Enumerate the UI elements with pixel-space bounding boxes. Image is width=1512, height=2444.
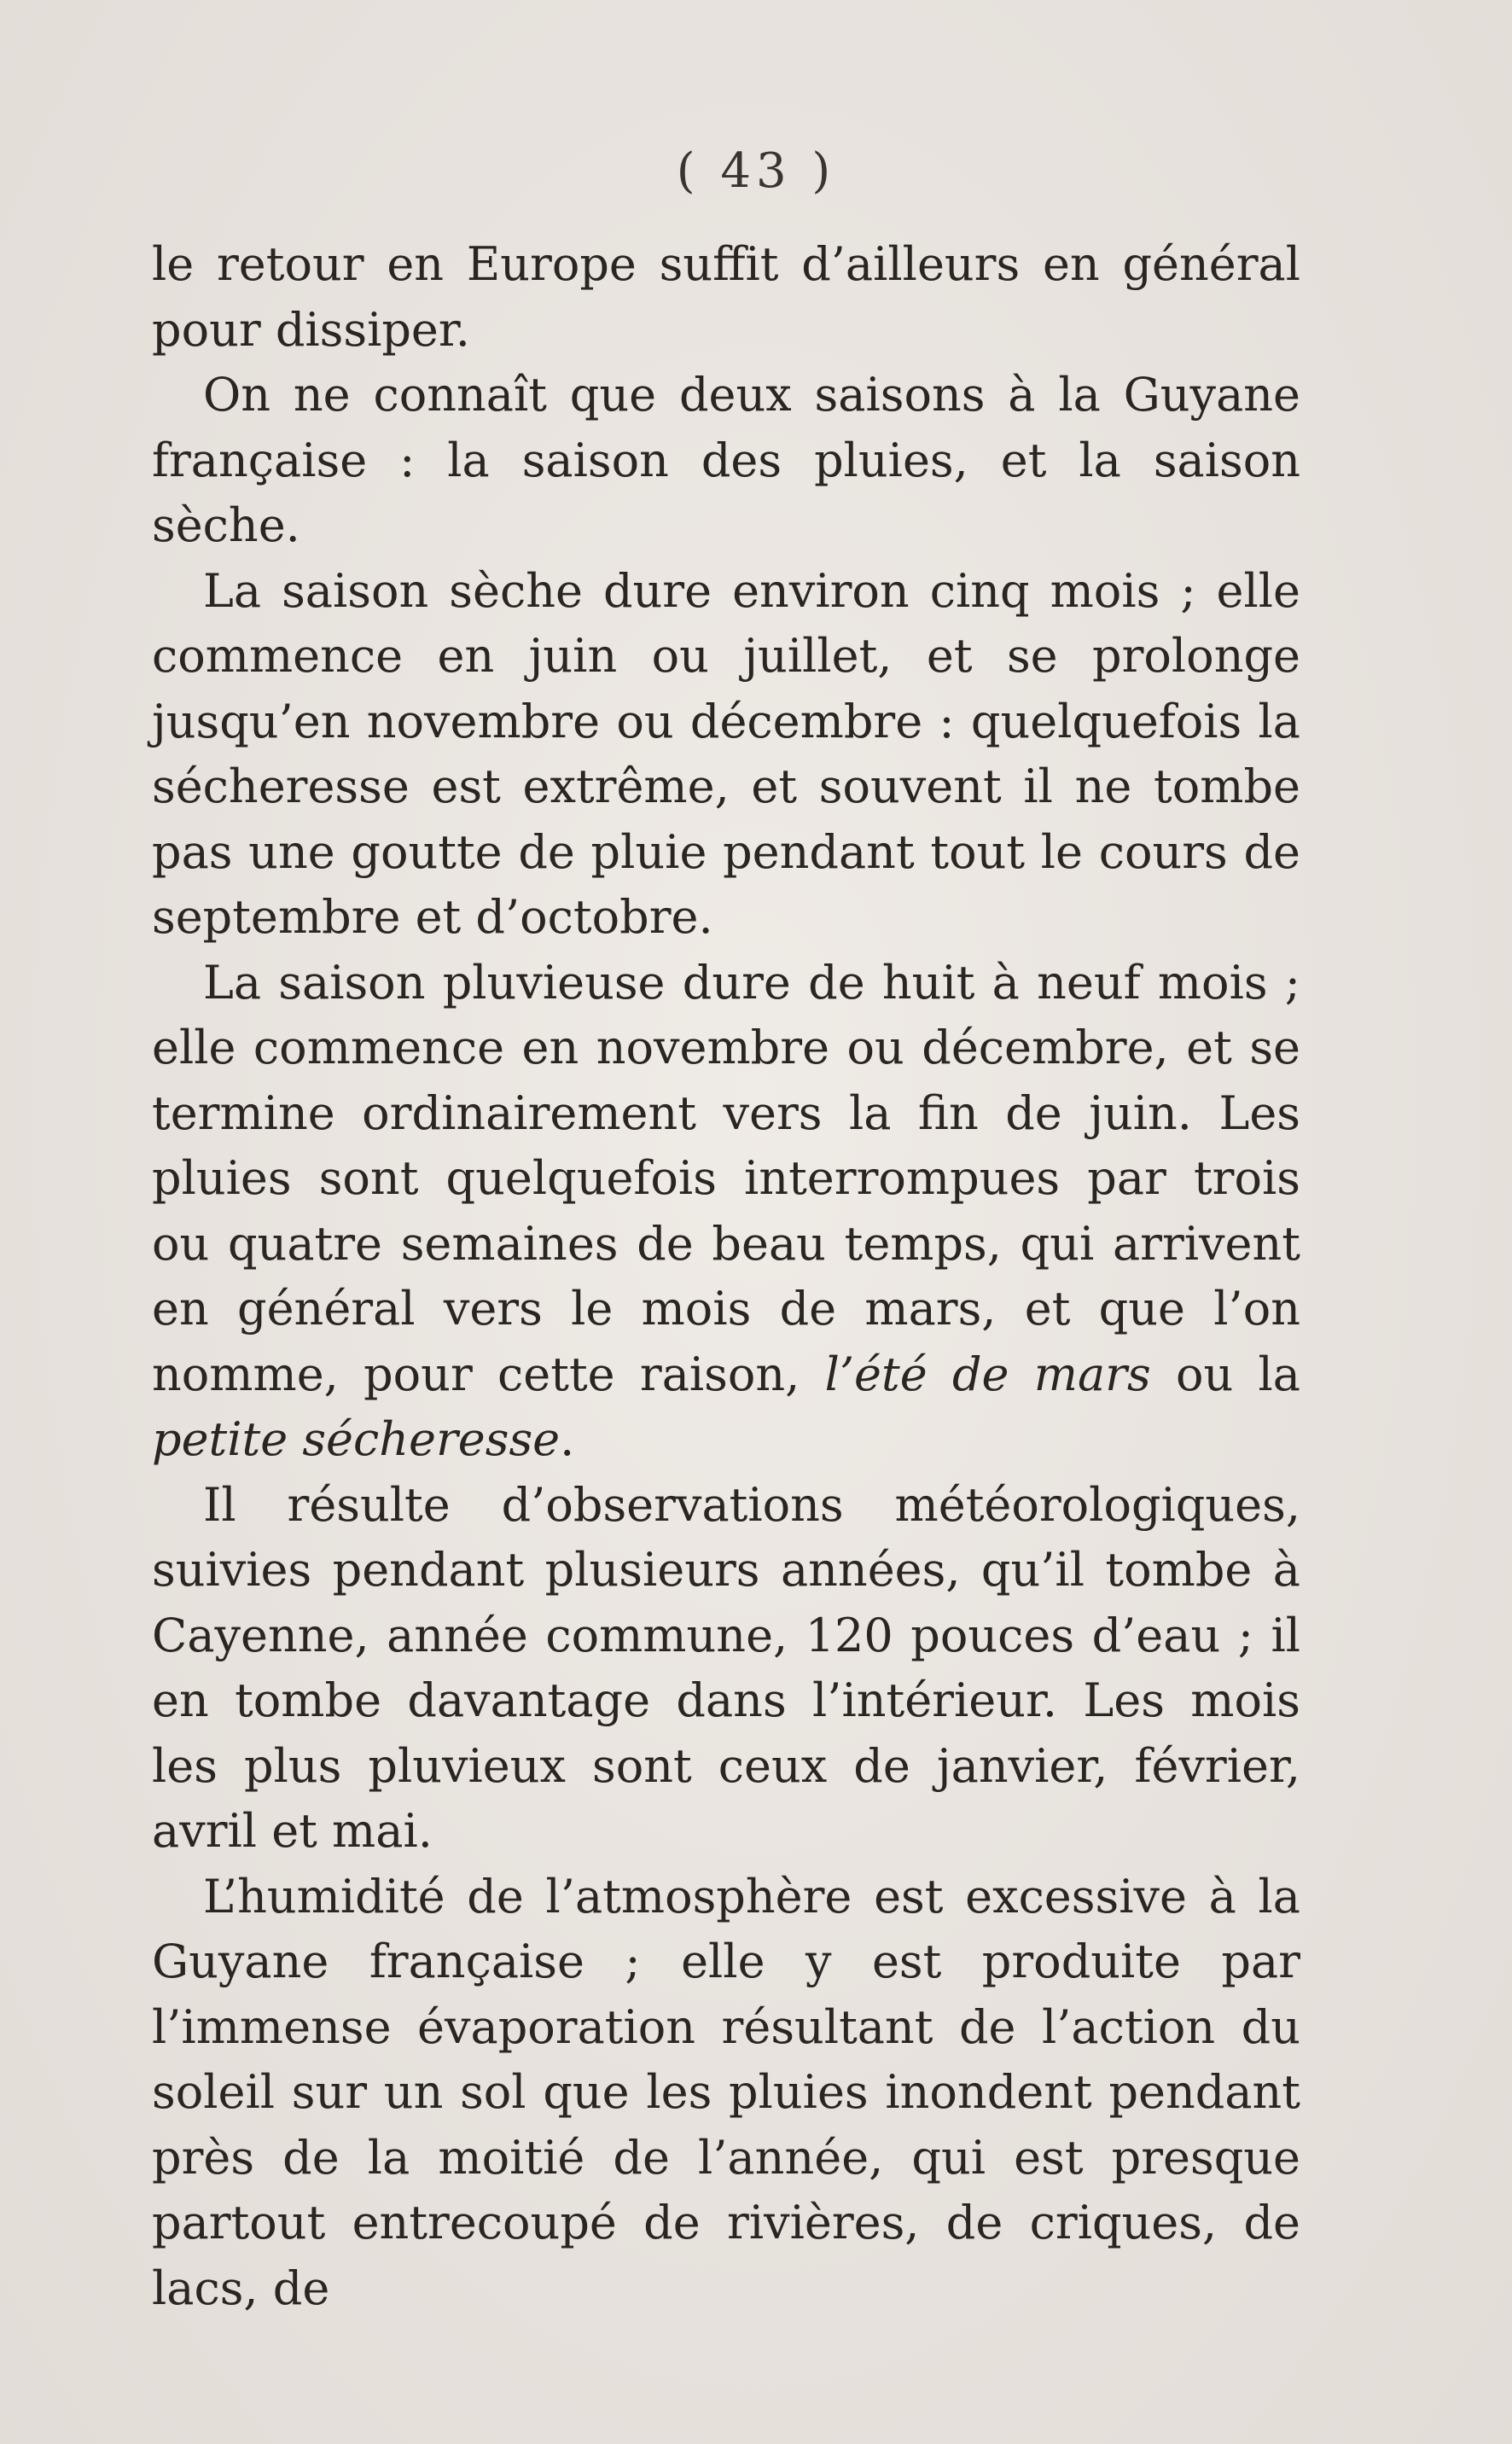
paragraph-4-text-middle: ou la bbox=[1150, 1347, 1300, 1401]
paragraph-4-text-before: La saison pluvieuse dure de huit à neuf mois ; elle commence en novembre ou décembre, et se termine ordinairement vers la fin de juin. Les pluies sont quelquefois interrompues par trois ou quatre semaines de beau temps, qui arrivent en général vers le mois de mars, et que l’on nomme, pour cette raison, bbox=[152, 955, 1300, 1401]
paragraph-4 bbox=[152, 951, 1300, 1473]
paragraph-3-text: La saison sèche dure environ cinq mois ; elle commence en juin ou juillet, et se prolonge jusqu’en novembre ou décembre : quelquefois la sécheresse est extrême, et souvent il ne tombe pas une goutte de pluie pendant tout le cours de septembre et d’octobre. bbox=[152, 563, 1300, 944]
paragraph-6 bbox=[152, 1865, 1300, 2322]
paragraph-4-italic-term-2: petite sécheresse bbox=[152, 1412, 561, 1466]
paragraph-2 bbox=[152, 363, 1300, 559]
paragraph-1 bbox=[152, 232, 1300, 363]
paragraph-5-text: Il résulte d’observations météorologiques, suivies pendant plusieurs années, qu’il tombe à Cayenne, année commune, 120 pouces d’eau ; il en tombe davantage dans l’intérieur. Les mois les plus pluvieux sont ceux de janvier, février, avril et mai. bbox=[152, 1477, 1300, 1858]
paragraph-1-text: le retour en Europe suffit d’ailleurs en général pour dissiper. bbox=[152, 237, 1300, 357]
paragraph-4-text-after: . bbox=[560, 1412, 575, 1466]
paragraph-4-italic-term-1: l’été de mars bbox=[824, 1347, 1151, 1401]
paragraph-2-text: On ne connaît que deux saisons à la Guyane française : la saison des pluies, et la saison sèche. bbox=[152, 368, 1300, 552]
page-number: ( 43 ) bbox=[676, 143, 836, 199]
paragraph-5 bbox=[152, 1473, 1300, 1865]
paragraph-6-text: L’humidité de l’atmosphère est excessive à la Guyane française ; elle y est produite par l’immense évaporation résultant de l’action du soleil sur un sol que les pluies inondent pendant près de la moitié de l’année, qui est presque partout entrecoupé de rivières, de criques, de lacs, de bbox=[152, 1869, 1300, 2315]
paragraph-3 bbox=[152, 559, 1300, 951]
body-text bbox=[152, 232, 1300, 2321]
